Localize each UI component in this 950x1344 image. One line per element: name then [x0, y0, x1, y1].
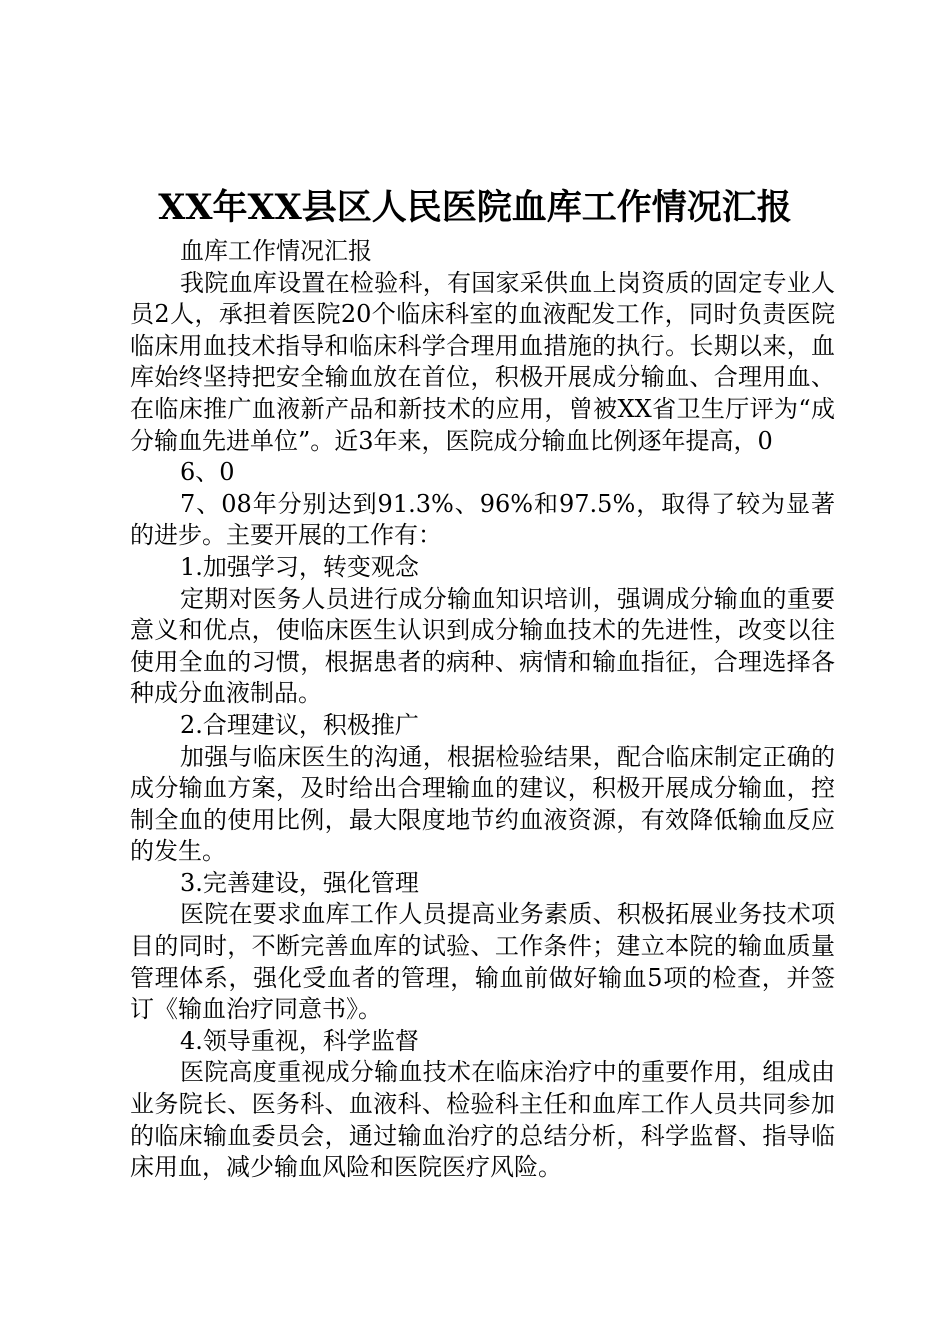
- document-body: [130, 236, 835, 1184]
- subtitle-paragraph: 血库工作情况汇报: [180, 237, 372, 265]
- section-body-1: 定期对医务人员进行成分输血知识培训，强调成分输血的重要意义和优点，使临床医生认识到成分输血技术的先进性，改变以往使用全血的习惯，根据患者的病种、病情和输血指征，合理选择各种成分血液制品。: [130, 584, 835, 708]
- paragraph-year-fragment: 6、0: [180, 458, 235, 487]
- section-body-3: 医院在要求血库工作人员提高业务素质、积极拓展业务技术项目的同时，不断完善血库的试验、工作条件；建立本院的输血质量管理体系，强化受血者的管理，输血前做好输血5项的检查，并签订《输血治疗同意书》。: [130, 900, 835, 1024]
- section-heading-3: 3.完善建设，强化管理: [180, 868, 419, 897]
- intro-paragraph: 我院血库设置在检验科，有国家采供血上岗资质的固定专业人员2人，承担着医院20个临床科室的血液配发工作，同时负责医院临床用血技术指导和临床科学合理用血措施的执行。长期以来，血库始终坚持把安全输血放在首位，积极开展成分输血、合理用血、在临床推广血液新产品和新技术的应用，曾被XX省卫生厅评为“成分输血先进单位”。近3年来，医院成分输血比例逐年提高，0: [130, 268, 835, 455]
- section-heading-4: 4.领导重视，科学监督: [180, 1026, 419, 1055]
- section-heading-1: 1.加强学习，转变观念: [180, 552, 419, 581]
- paragraph-results: 7、08年分别达到91.3%、96%和97.5%，取得了较为显著的进步。主要开展的工作有：: [130, 489, 835, 550]
- section-body-2: 加强与临床医生的沟通，根据检验结果，配合临床制定正确的成分输血方案，及时给出合理输血的建议，积极开展成分输血，控制全血的使用比例，最大限度地节约血液资源，有效降低输血反应的发生。: [130, 742, 835, 866]
- section-heading-2: 2.合理建议，积极推广: [180, 710, 419, 739]
- document-title: XX年XX县区人民医院血库工作情况汇报: [158, 187, 792, 228]
- section-body-4: 医院高度重视成分输血技术在临床治疗中的重要作用，组成由业务院长、医务科、血液科、检验科主任和血库工作人员共同参加的临床输血委员会，通过输血治疗的总结分析，科学监督、指导临床用血，减少输血风险和医院医疗风险。: [130, 1058, 835, 1182]
